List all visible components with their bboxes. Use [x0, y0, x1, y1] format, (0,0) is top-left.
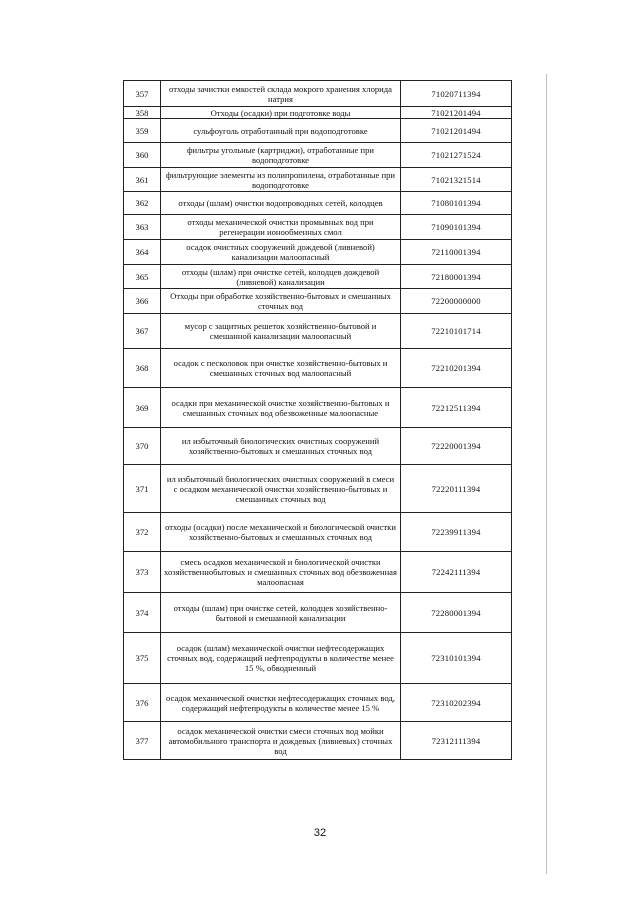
table-row [124, 552, 512, 593]
waste-name: отходы (осадки) после механической и биологической очистки хозяйственно-бытовых и смешанных сточных вод [161, 513, 401, 552]
waste-code: 71090101394 [401, 215, 512, 240]
waste-name: Отходы (осадки) при подготовке воды [161, 107, 401, 119]
table-row [124, 428, 512, 465]
waste-code: 71080101394 [401, 192, 512, 215]
waste-name: осадок очистных сооружений дождевой (ливневой) канализации малоопасный [161, 240, 401, 265]
waste-name: ил избыточный биологических очистных сооружений в смеси с осадком механической очистки хозяйственно-бытовых и смешанных сточных вод [161, 465, 401, 513]
waste-code: 72220111394 [401, 465, 512, 513]
waste-name: Отходы при обработке хозяйственно-бытовых и смешанных сточных вод [161, 289, 401, 314]
table-row [124, 107, 512, 119]
waste-code: 72210101714 [401, 314, 512, 349]
waste-name: осадок механической очистки смеси сточных вод мойки автомобильного транспорта и дождевых (ливневых) сточных вод [161, 722, 401, 760]
row-number: 358 [124, 107, 161, 119]
table-row [124, 349, 512, 388]
row-number: 363 [124, 215, 161, 240]
waste-code: 72280001394 [401, 593, 512, 633]
waste-name: отходы (шлам) при очистке сетей, колодцев хозяйственно-бытовой и смешанной канализации [161, 593, 401, 633]
row-number: 360 [124, 143, 161, 168]
waste-name: осадок с песколовок при очистке хозяйственно-бытовых и смешанных сточных вод малоопасный [161, 349, 401, 388]
waste-name: фильтры угольные (картриджи), отработанные при водоподготовке [161, 143, 401, 168]
waste-code: 72210201394 [401, 349, 512, 388]
waste-code: 72220001394 [401, 428, 512, 465]
table-row [124, 388, 512, 428]
table-row [124, 465, 512, 513]
waste-code: 71021201494 [401, 107, 512, 119]
table-row [124, 314, 512, 349]
row-number: 357 [124, 81, 161, 107]
waste-name: отходы механической очистки промывных вод при регенерации ионообменных смол [161, 215, 401, 240]
row-number: 374 [124, 593, 161, 633]
row-number: 361 [124, 168, 161, 192]
table-row [124, 143, 512, 168]
row-number: 377 [124, 722, 161, 760]
waste-code: 72110001394 [401, 240, 512, 265]
table-row [124, 513, 512, 552]
waste-name: осадок механической очистки нефтесодержащих сточных вод, содержащий нефтепродукты в количестве менее 15 % [161, 684, 401, 722]
table-row [124, 265, 512, 289]
waste-code: 72242111394 [401, 552, 512, 593]
waste-name: мусор с защитных решеток хозяйственно-бытовой и смешанной канализации малоопасный [161, 314, 401, 349]
table-row [124, 593, 512, 633]
table-row [124, 168, 512, 192]
scan-edge-line [546, 74, 547, 874]
table-row [124, 684, 512, 722]
row-number: 366 [124, 289, 161, 314]
row-number: 364 [124, 240, 161, 265]
waste-name: осадки при механической очистке хозяйственно-бытовых и смешанных сточных вод обезвоженные малоопасные [161, 388, 401, 428]
row-number: 369 [124, 388, 161, 428]
row-number: 371 [124, 465, 161, 513]
row-number: 359 [124, 119, 161, 143]
waste-code: 72310202394 [401, 684, 512, 722]
table-row [124, 215, 512, 240]
page-number: 32 [313, 827, 327, 839]
waste-name: смесь осадков механической и биологической очистки хозяйственнобытовых и смешанных сточных вод обезвоженная малоопасная [161, 552, 401, 593]
table-row [124, 633, 512, 684]
row-number: 373 [124, 552, 161, 593]
row-number: 368 [124, 349, 161, 388]
waste-code: 71020711394 [401, 81, 512, 107]
waste-name: сульфоуголь отработанный при водоподготовке [161, 119, 401, 143]
waste-name: фильтрующие элементы из полипропилена, отработанные при водоподготовке [161, 168, 401, 192]
waste-classification-table [123, 80, 512, 760]
row-number: 376 [124, 684, 161, 722]
table-row [124, 722, 512, 760]
waste-code: 71021271524 [401, 143, 512, 168]
waste-code: 72180001394 [401, 265, 512, 289]
row-number: 372 [124, 513, 161, 552]
table-row [124, 289, 512, 314]
row-number: 367 [124, 314, 161, 349]
waste-code: 72312111394 [401, 722, 512, 760]
waste-code: 72310101394 [401, 633, 512, 684]
table-row [124, 81, 512, 107]
waste-name: отходы зачистки емкостей склада мокрого хранения хлорида натрия [161, 81, 401, 107]
row-number: 365 [124, 265, 161, 289]
waste-name: отходы (шлам) при очистке сетей, колодцев дождевой (ливневой) канализации [161, 265, 401, 289]
waste-name: ил избыточный биологических очистных сооружений хозяйственно-бытовых и смешанных сточных вод [161, 428, 401, 465]
waste-name: отходы (шлам) очистки водопроводных сетей, колодцев [161, 192, 401, 215]
waste-code: 71021201494 [401, 119, 512, 143]
waste-code: 72212511394 [401, 388, 512, 428]
row-number: 375 [124, 633, 161, 684]
waste-code: 72200000000 [401, 289, 512, 314]
table-body [124, 81, 512, 760]
waste-code: 71021321514 [401, 168, 512, 192]
table-row [124, 240, 512, 265]
table-row [124, 119, 512, 143]
row-number: 370 [124, 428, 161, 465]
table-row [124, 192, 512, 215]
row-number: 362 [124, 192, 161, 215]
waste-name: осадок (шлам) механической очистки нефтесодержащих сточных вод, содержащий нефтепродукты в количестве менее 15 %, обводненный [161, 633, 401, 684]
waste-code: 72239911394 [401, 513, 512, 552]
